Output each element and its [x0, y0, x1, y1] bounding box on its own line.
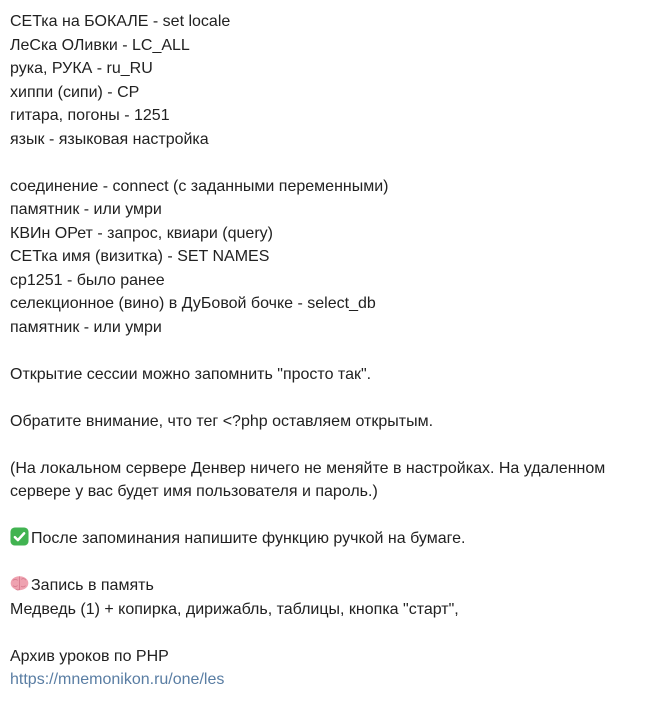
mnemonic-line: СЕТка имя (визитка) - SET NAMES [10, 248, 270, 265]
note-php-tag [10, 410, 652, 434]
mnemonic-line: рука, РУКА - ru_RU [10, 60, 153, 77]
mnemonic-line: ЛеСка ОЛивки - LC_ALL [10, 36, 190, 54]
mnemonic-line: язык - языковая настройка [10, 130, 209, 148]
mnemonic-block-setlocale [10, 10, 652, 151]
mnemonic-line: гитара, погоны - 1251 [10, 107, 170, 124]
note-session-text: Открытие сессии можно запомнить "просто так". [10, 365, 372, 383]
archive-block [10, 645, 652, 692]
mnemonic-line: СЕТка на БОКАЛЕ - set locale [10, 13, 231, 30]
mnemonic-line: хиппи (сипи) - CP [10, 83, 140, 101]
memory-title: Запись в память [31, 577, 154, 594]
brain-icon [10, 574, 29, 593]
mnemonic-line: памятник - или умри [10, 201, 162, 218]
task-line [10, 527, 652, 551]
mnemonic-line: cp1251 - было ранее [10, 271, 165, 289]
memory-text: Медведь (1) + копирка, дирижабль, таблицы, кнопка "старт", [10, 600, 459, 618]
archive-link-line [10, 668, 652, 692]
memory-block [10, 574, 652, 621]
task-note [10, 527, 652, 551]
note-server [10, 457, 652, 504]
task-text: После запоминания напишите функцию ручкой на бумаге. [31, 530, 466, 547]
note-server-text: (На локальном сервере Денвер ничего не меняйте в настройках. На удаленном сервере у вас будет имя пользователя и пароль.) [10, 459, 610, 500]
mnemonic-line: КВИн ОРет - запрос, квиари (query) [10, 224, 273, 242]
archive-title: Архив уроков по PHP [10, 647, 169, 665]
mnemonic-line: селекционное (вино) в ДуБовой бочке - select_db [10, 295, 376, 312]
memory-title-line [10, 574, 652, 598]
note-php-tag-text: Обратите внимание, что тег <?php оставляем открытым. [10, 412, 434, 430]
check-mark-icon [10, 527, 29, 546]
note-session [10, 363, 652, 387]
mnemonic-line: соединение - connect (с заданными переменными) [10, 177, 389, 195]
mnemonic-block-connect [10, 175, 652, 340]
archive-link[interactable]: https://mnemonikon.ru/one/les [10, 671, 225, 688]
mnemonic-line: памятник - или умри [10, 318, 162, 336]
